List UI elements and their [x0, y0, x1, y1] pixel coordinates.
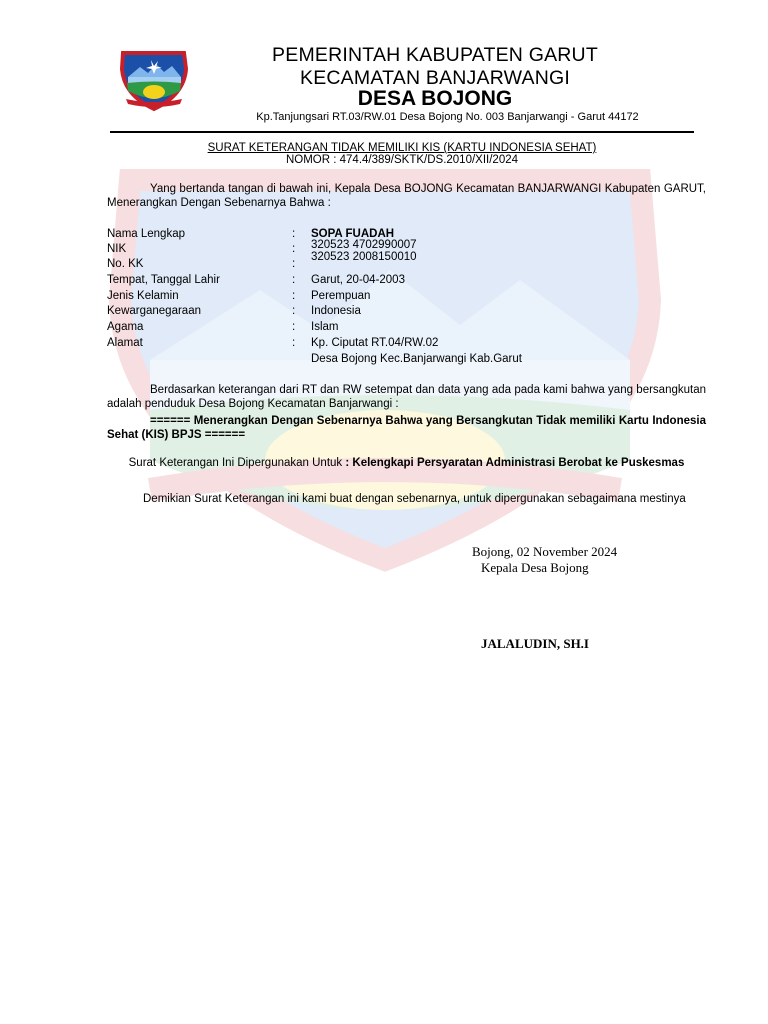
- field-value-name: SOPA FUADAH: [311, 228, 395, 240]
- field-colon: :: [292, 290, 296, 302]
- field-label-religion: Agama: [107, 321, 144, 333]
- header-divider: [110, 131, 694, 133]
- field-label-nik: NIK: [107, 243, 127, 255]
- field-label-nationality: Kewarganegaraan: [107, 305, 201, 317]
- field-value-address-line2: Desa Bojong Kec.Banjarwangi Kab.Garut: [311, 353, 522, 365]
- field-label-address: Alamat: [107, 337, 143, 349]
- field-colon: :: [292, 258, 296, 270]
- signature-place-date: Bojong, 02 November 2024: [472, 544, 618, 559]
- garut-logo: [118, 47, 190, 113]
- field-colon: :: [292, 305, 296, 317]
- signature-position: Kepala Desa Bojong: [481, 560, 589, 575]
- field-value-religion: Islam: [311, 321, 339, 333]
- purpose-value: : Kelengkapi Persyaratan Administrasi Berobat ke Puskesmas: [345, 457, 685, 469]
- signatory-name: JALALUDIN, SH.I: [481, 636, 589, 651]
- letter-title: SURAT KETERANGAN TIDAK MEMILIKI KIS (KARTU INDONESIA SEHAT): [207, 142, 597, 154]
- field-label-gender: Jenis Kelamin: [107, 290, 179, 302]
- watermark-emblem: [90, 160, 680, 580]
- government-title: PEMERINTAH KABUPATEN GARUT: [272, 44, 598, 66]
- field-colon: :: [292, 274, 296, 286]
- field-label-kk: No. KK: [107, 258, 144, 270]
- field-value-kk: 320523 2008150010: [311, 251, 417, 263]
- field-colon: :: [292, 337, 296, 349]
- field-label-birth: Tempat, Tanggal Lahir: [107, 274, 220, 286]
- field-value-gender: Perempuan: [311, 290, 371, 302]
- closing-paragraph: Demikian Surat Keterangan ini kami buat dengan sebenarnya, untuk dipergunakan sebagaimana mestinya: [143, 493, 686, 505]
- field-value-address: Kp. Ciputat RT.04/RW.02: [311, 337, 439, 349]
- district-title: KECAMATAN BANJARWANGI: [299, 67, 570, 89]
- field-colon: :: [292, 321, 296, 333]
- opening-paragraph: Yang bertanda tangan di bawah ini, Kepala Desa BOJONG Kecamatan BANJARWANGI Kabupaten GARUT, Menerangkan Dengan Sebenarnya Bahwa :: [107, 183, 706, 209]
- field-value-birth: Garut, 20-04-2003: [311, 274, 405, 286]
- field-colon: :: [292, 243, 296, 255]
- field-colon: :: [292, 228, 296, 240]
- field-value-nik: 320523 4702990007: [311, 239, 417, 251]
- purpose-prefix: Surat Keterangan Ini Dipergunakan Untuk: [128, 457, 343, 469]
- purpose-line: [107, 457, 706, 469]
- office-address: Kp.Tanjungsari RT.03/RW.01 Desa Bojong No. 003 Banjarwangi - Garut 44172: [256, 111, 639, 123]
- field-value-nationality: Indonesia: [311, 305, 361, 317]
- basis-paragraph: Berdasarkan keterangan dari RT dan RW setempat dan data yang ada pada kami bahwa yang bersangkutan adalah penduduk Desa Bojong Kecamatan Banjarwangi :: [107, 384, 706, 410]
- statement-paragraph: ====== Menerangkan Dengan Sebenarnya Bahwa yang Bersangkutan Tidak memiliki Kartu Indonesia Sehat (KIS) BPJS ======: [107, 415, 706, 441]
- letter-number: NOMOR : 474.4/389/SKTK/DS.2010/XII/2024: [285, 154, 519, 166]
- village-title: DESA BOJONG: [357, 87, 513, 110]
- field-label-name: Nama Lengkap: [107, 228, 185, 240]
